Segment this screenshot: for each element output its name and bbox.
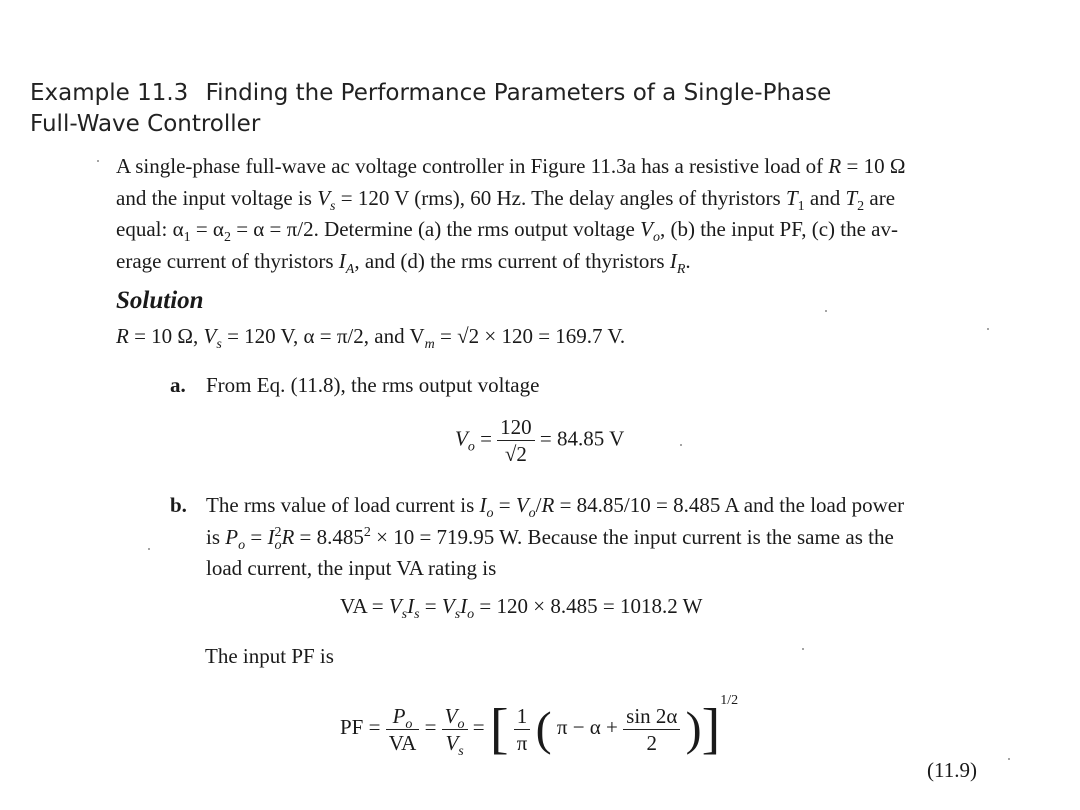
pf-intro: The input PF is [205, 644, 334, 668]
part-b-line-2: is $P_o = I^2_oR = 8.485^2 \times 10 = 719.95$ W. Because the input current is the same as the [206, 524, 894, 553]
equation-pf: PF = $\frac{P_o}{VA}$ = $\frac{V_o}{V_s}$ = [ $\frac{1}{\pi}$ ( π − α + $\frac{\sin 2\alpha}{2}$ )]$^{1/2}$ [340, 692, 739, 760]
scan-speck [148, 548, 150, 550]
problem-statement [116, 151, 986, 277]
scan-speck [97, 160, 99, 162]
heading-line-1 [30, 78, 831, 109]
scan-speck [1008, 758, 1010, 760]
part-b-line-1: The rms value of load current is $I_o = V_o/R = 84.85/10 = 8.485$ A and the load power [206, 493, 905, 522]
problem-line-4: erage current of thyristors $I_A$, and (d) the rms current of thyristors $I_R$. [116, 248, 691, 277]
pf-fraction-sin: $\frac{\sin 2\alpha}{2}$ [623, 703, 680, 756]
pf-fraction-po-va: $\frac{P_o}{VA}$ [386, 703, 420, 756]
problem-line-2: and the input voltage is $V_s = 120$ V (rms), 60 Hz. The delay angles of thyristors $T_1$ and $T_2$ are [116, 185, 896, 214]
equation-number: (11.9) [927, 758, 977, 782]
part-b-marker: b. [170, 493, 187, 517]
example-title-line-2: Full-Wave Controller [30, 111, 261, 137]
part-b-text [206, 490, 982, 585]
scan-speck [825, 310, 827, 312]
left-bracket: [ [489, 698, 509, 760]
solution-title: Solution [116, 287, 204, 314]
example-heading [30, 78, 831, 140]
scan-speck [987, 328, 989, 330]
solution-given-values: R = 10 Ω, $V_s = 120$ V, α = π/2, and $V_m = √2 \times 120 = 169.7$ V. [116, 324, 626, 353]
pf-fraction-1-pi: $\frac{1}{\pi}$ [514, 703, 531, 756]
part-b-line-3: load current, the input VA rating is [206, 556, 497, 580]
example-number: Example 11.3 [30, 80, 189, 106]
example-title-line-1: Finding the Performance Parameters of a Single-Phase [205, 80, 832, 106]
vo-fraction: $\frac{120}{√2}$ [497, 414, 535, 467]
part-a-marker: a. [170, 373, 186, 397]
right-bracket: ] [701, 698, 721, 760]
scan-speck [802, 648, 804, 650]
left-paren: ( [535, 702, 552, 756]
scan-speck [680, 444, 682, 446]
right-paren: ) [685, 702, 702, 756]
problem-line-1: A single-phase full-wave ac voltage controller in Figure 11.3a has a resistive load of R = 10 Ω [116, 154, 906, 178]
equation-va: VA = $V_sI_s = V_sI_o = 120 \times 8.485 = 1018.2$ W [340, 594, 703, 623]
pf-exponent: 1/2 [720, 692, 739, 708]
pf-fraction-vo-vs: $\frac{V_o}{V_s}$ [442, 703, 468, 756]
equation-vo: $V_o$ = $\frac{120}{√2}$ = 84.85 V [455, 415, 625, 466]
part-a-text: From Eq. (11.8), the rms output voltage [206, 373, 540, 397]
problem-line-3: equal: $\alpha_1 = \alpha_2 = \alpha = \pi/2$. Determine (a) the rms output voltage $V_o$, (b) the input PF, (c) the av- [116, 217, 898, 246]
